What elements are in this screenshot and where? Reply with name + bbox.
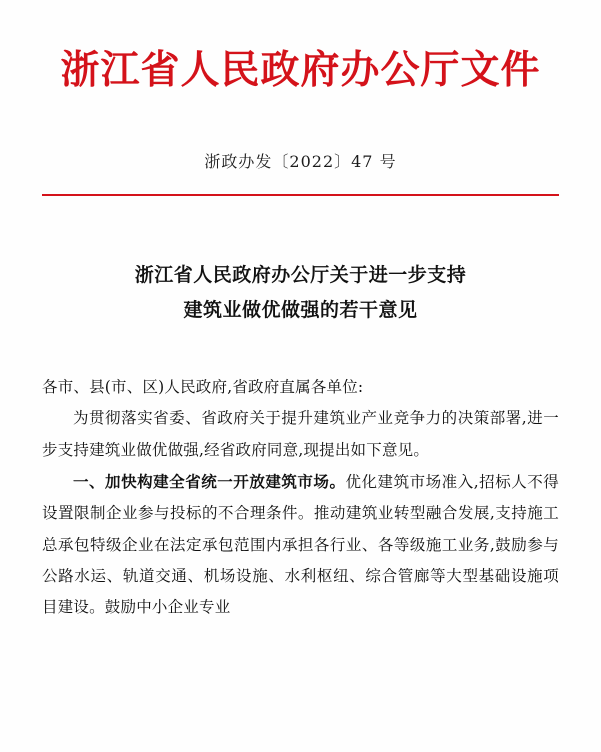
section-1-body: 优化建筑市场准入,招标人不得设置限制企业参与投标的不合理条件。推动建筑业转型融合发展,支持施工总承包特级企业在法定承包范围内承担各行业、各等级施工业务,鼓励参与公路水运、轨道交通、机场设施、水利枢纽、综合管廊等大型基础设施项目建设。鼓励中小企业专业 <box>42 473 560 617</box>
document-subject <box>42 258 559 328</box>
salutation-paragraph: 各市、县(市、区)人民政府,省政府直属各单位: <box>42 378 364 397</box>
section-1-paragraph <box>42 466 559 623</box>
red-divider-rule <box>42 194 559 196</box>
masthead-title: 浙江省人民政府办公厅文件 <box>60 47 541 93</box>
subject-line-1: 浙江省人民政府办公厅关于进一步支持 <box>134 263 467 286</box>
document-body <box>42 372 559 623</box>
document-header <box>42 0 559 93</box>
document-number: 浙政办发〔2022〕47 号 <box>204 151 397 171</box>
subject-line-2: 建筑业做优做强的若干意见 <box>183 298 418 321</box>
section-1-heading: 一、加快构建全省统一开放建筑市场。 <box>73 472 346 492</box>
intro-paragraph: 为贯彻落实省委、省政府关于提升建筑业产业竞争力的决策部署,进一步支持建筑业做优做强,经省政府同意,现提出如下意见。 <box>42 409 559 459</box>
